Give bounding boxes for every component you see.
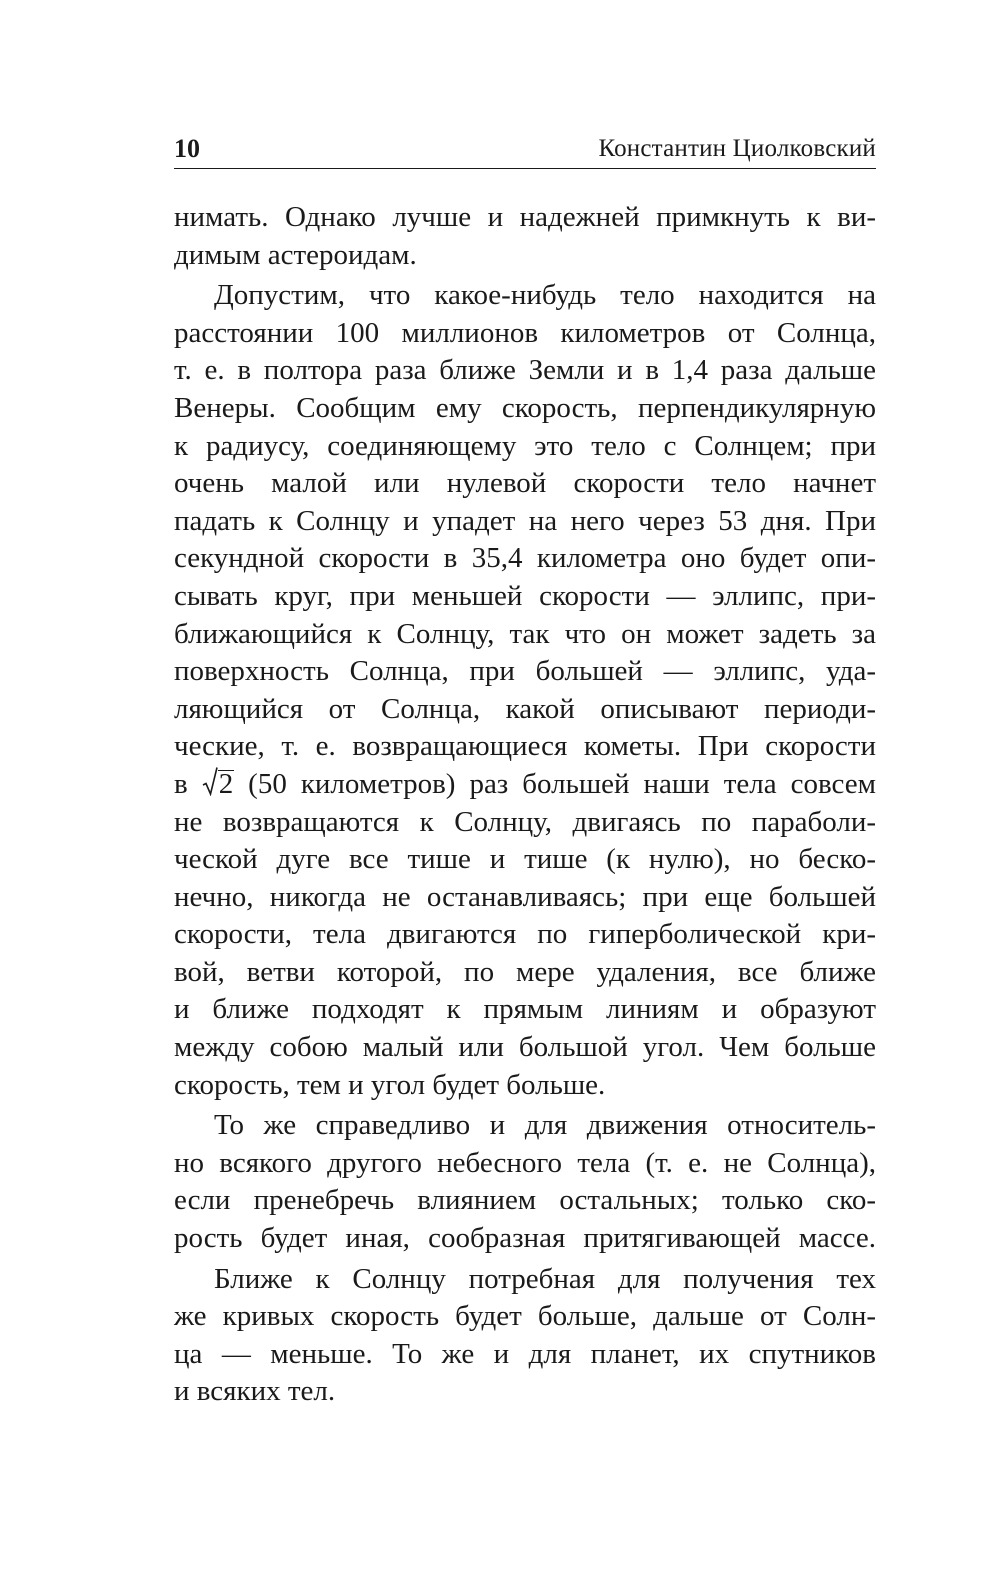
text-line: поверхность Солнца, при большей — эллипс, уда-	[174, 655, 876, 688]
text-line: т. е. в полтора раза ближе Земли и в 1,4 раза дальше	[174, 354, 876, 387]
text-line: Венеры. Сообщим ему скорость, перпендикулярную	[174, 391, 876, 424]
text-line: нечно, никогда не останавливаясь; при еще большей	[174, 880, 876, 913]
text-line: ческой дуге все тише и тише (к нулю), но беско-	[174, 843, 876, 876]
text-line: ческие, т. е. возвращающиеся кометы. При скорости	[174, 730, 876, 763]
text-line: скорости, тела двигаются по гиперболической кри-	[174, 918, 876, 951]
text-line: и всяких тел.	[174, 1375, 336, 1408]
text-line: к радиусу, соединяющему это тело с Солнцем; при	[174, 429, 876, 462]
text-line: Ближе к Солнцу потребная для получения тех	[214, 1262, 876, 1295]
text-line: секундной скорости в 35,4 километра оно будет опи-	[174, 542, 876, 575]
text-line: падать к Солнцу и упадет на него через 53 дня. При	[174, 504, 876, 537]
body-text	[174, 199, 876, 1411]
text-line: ляющийся от Солнца, какой описывают периоди-	[174, 692, 876, 725]
sqrt-suffix: (50 километров) раз большей наши тела совсем	[234, 767, 876, 800]
text-line: димым астероидам.	[174, 238, 417, 271]
text-line: То же справедливо и для движения относитель-	[214, 1109, 876, 1142]
text-line: между собою малый или большой угол. Чем больше	[174, 1031, 876, 1064]
paragraph-2	[174, 277, 876, 1104]
radical-sign-icon	[202, 766, 218, 796]
paragraph-4	[174, 1261, 876, 1411]
text-line: не возвращаются к Солнцу, двигаясь по параболи-	[174, 805, 876, 838]
text-line: нимать. Однако лучше и надежней примкнуть к ви-	[174, 201, 876, 233]
page-number: 10	[174, 134, 200, 163]
paragraph-3	[174, 1107, 876, 1257]
text-line: очень малой или нулевой скорости тело начнет	[174, 467, 876, 500]
text-line: расстоянии 100 миллионов километров от Солнца,	[174, 316, 876, 349]
text-line: же кривых скорость будет больше, дальше от Солн-	[174, 1300, 876, 1333]
text-line: сывать круг, при меньшей скорости — эллипс, при-	[174, 579, 876, 612]
text-line: ближающийся к Солнцу, так что он может задеть за	[174, 617, 876, 650]
text-line: рость будет иная, сообразная притягивающей массе.	[174, 1222, 876, 1255]
text-line: скорость, тем и угол будет больше.	[174, 1068, 606, 1101]
text-line: вой, ветви которой, по мере удаления, все ближе	[174, 955, 876, 988]
square-root-formula	[202, 766, 235, 804]
running-head-author: Константин Циолковский	[598, 135, 876, 162]
text-line: если пренебречь влиянием остальных; только ско-	[174, 1184, 876, 1217]
text-line: но всякого другого небесного тела (т. е. не Солнца),	[174, 1146, 876, 1179]
paragraph-1	[174, 199, 876, 274]
text-line: Допустим, что какое-нибудь тело находится на	[214, 279, 876, 312]
text-line: ца — меньше. То же и для планет, их спутников	[174, 1337, 876, 1370]
book-page	[174, 0, 876, 1583]
sqrt-prefix: в	[174, 767, 202, 800]
running-header	[174, 128, 876, 169]
text-line: и ближе подходят к прямым линиям и образуют	[174, 993, 876, 1026]
sqrt-radicand: 2	[218, 767, 234, 800]
text-line-with-sqrt	[174, 766, 876, 804]
